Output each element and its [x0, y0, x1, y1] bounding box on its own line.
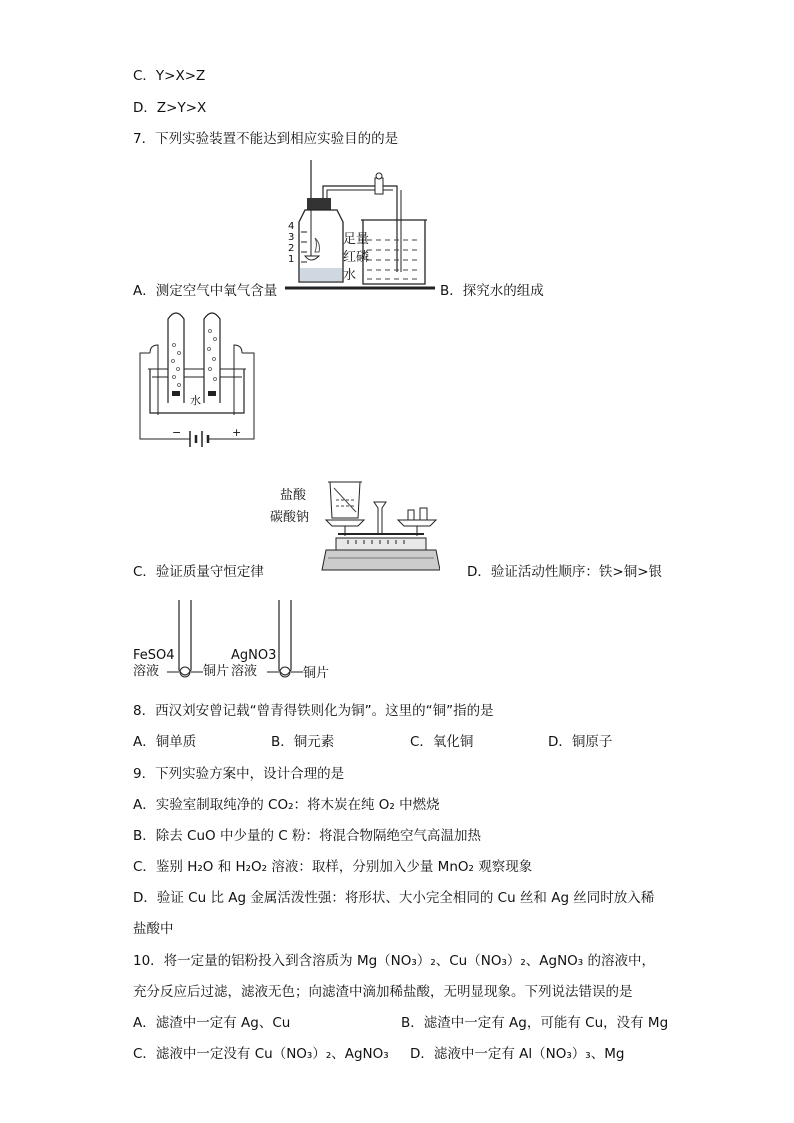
- q8-option-c: C．氧化铜: [410, 734, 474, 750]
- q7-option-b: B．探究水的组成: [440, 283, 544, 299]
- q7-option-d: D．验证活动性顺序：铁>铜>银: [467, 564, 663, 580]
- sodium-carbonate-label: 碳酸钠: [270, 510, 310, 525]
- q8-option-d: D．铜原子: [548, 734, 613, 750]
- q10-option-d: D．滤液中一定有 Al（NO₃）₃、Mg: [410, 1046, 625, 1062]
- q9-option-b: B．除去 CuO 中少量的 C 粉：将混合物隔绝空气高温加热: [133, 828, 481, 844]
- negative-sign: −: [172, 426, 182, 439]
- figure-electrolysis: [136, 305, 261, 457]
- q7-stem: 7．下列实验装置不能达到相应实验目的的是: [133, 131, 399, 147]
- q8-stem: 8．西汉刘安曾记载“曾青得铁则化为铜”。这里的“铜”指的是: [133, 703, 494, 719]
- label-water: 水: [343, 268, 357, 283]
- q10-option-c: C．滤液中一定没有 Cu（NO₃）₂、AgNO₃: [133, 1046, 389, 1062]
- q6-option-d: D．Z>Y>X: [133, 100, 207, 116]
- q9-option-c: C．鉴别 H₂O 和 H₂O₂ 溶液：取样，分别加入少量 MnO₂ 观察现象: [133, 859, 533, 875]
- q10-option-a: A．滤渣中一定有 Ag、Cu: [133, 1015, 291, 1031]
- positive-sign: +: [232, 426, 242, 439]
- figure-mass-conservation: [268, 478, 440, 574]
- hydrochloric-acid-label: 盐酸: [280, 488, 307, 503]
- label-sufficient: 足量: [343, 232, 370, 247]
- label-red-phosphorus: 红磷: [343, 250, 370, 265]
- q9-option-a: A．实验室制取纯净的 CO₂：将木炭在纯 O₂ 中燃烧: [133, 797, 440, 813]
- figure-activity-order: [133, 598, 333, 686]
- figure-oxygen-content: [285, 160, 435, 295]
- q6-option-c: C．Y>X>Z: [133, 68, 206, 84]
- scale-2: 2: [288, 243, 295, 254]
- q10-stem-line2: 充分反应后过滤，滤液无色；向滤渣中滴加稀盐酸，无明显现象。下列说法错误的是: [133, 984, 633, 1000]
- scale-4: 4: [288, 221, 295, 232]
- scale-3: 3: [288, 232, 295, 243]
- q8-option-b: B．铜元素: [271, 734, 335, 750]
- tube1-reagent: FeSO4: [133, 648, 175, 663]
- electrolysis-diagram: [136, 305, 261, 457]
- q7-option-c: C．验证质量守恒定律: [133, 564, 264, 580]
- oxygen-apparatus-diagram: [285, 160, 435, 295]
- tube1-metal: 铜片: [203, 664, 230, 679]
- q10-stem-line1: 10．将一定量的铝粉投入到含溶质为 Mg（NO₃）₂、Cu（NO₃）₂、AgNO₃ 的溶液中，: [133, 953, 655, 969]
- scale-1: 1: [288, 254, 295, 265]
- tube2-solution: 溶液: [231, 664, 258, 679]
- tube1-solution: 溶液: [133, 664, 160, 679]
- q9-option-d-line2: 盐酸中: [133, 921, 174, 937]
- q10-option-b: B．滤渣中一定有 Ag，可能有 Cu，没有 Mg: [401, 1015, 669, 1031]
- water-label: 水: [190, 394, 201, 407]
- q9-option-d-line1: D．验证 Cu 比 Ag 金属活泼性强：将形状、大小完全相同的 Cu 丝和 Ag 丝同时放入稀: [133, 890, 655, 906]
- q9-stem: 9．下列实验方案中，设计合理的是: [133, 766, 345, 782]
- tube2-metal: 铜片: [303, 666, 330, 681]
- tube2-reagent: AgNO3: [231, 648, 277, 663]
- q8-option-a: A．铜单质: [133, 734, 197, 750]
- q7-option-a: A．测定空气中氧气含量: [133, 283, 278, 299]
